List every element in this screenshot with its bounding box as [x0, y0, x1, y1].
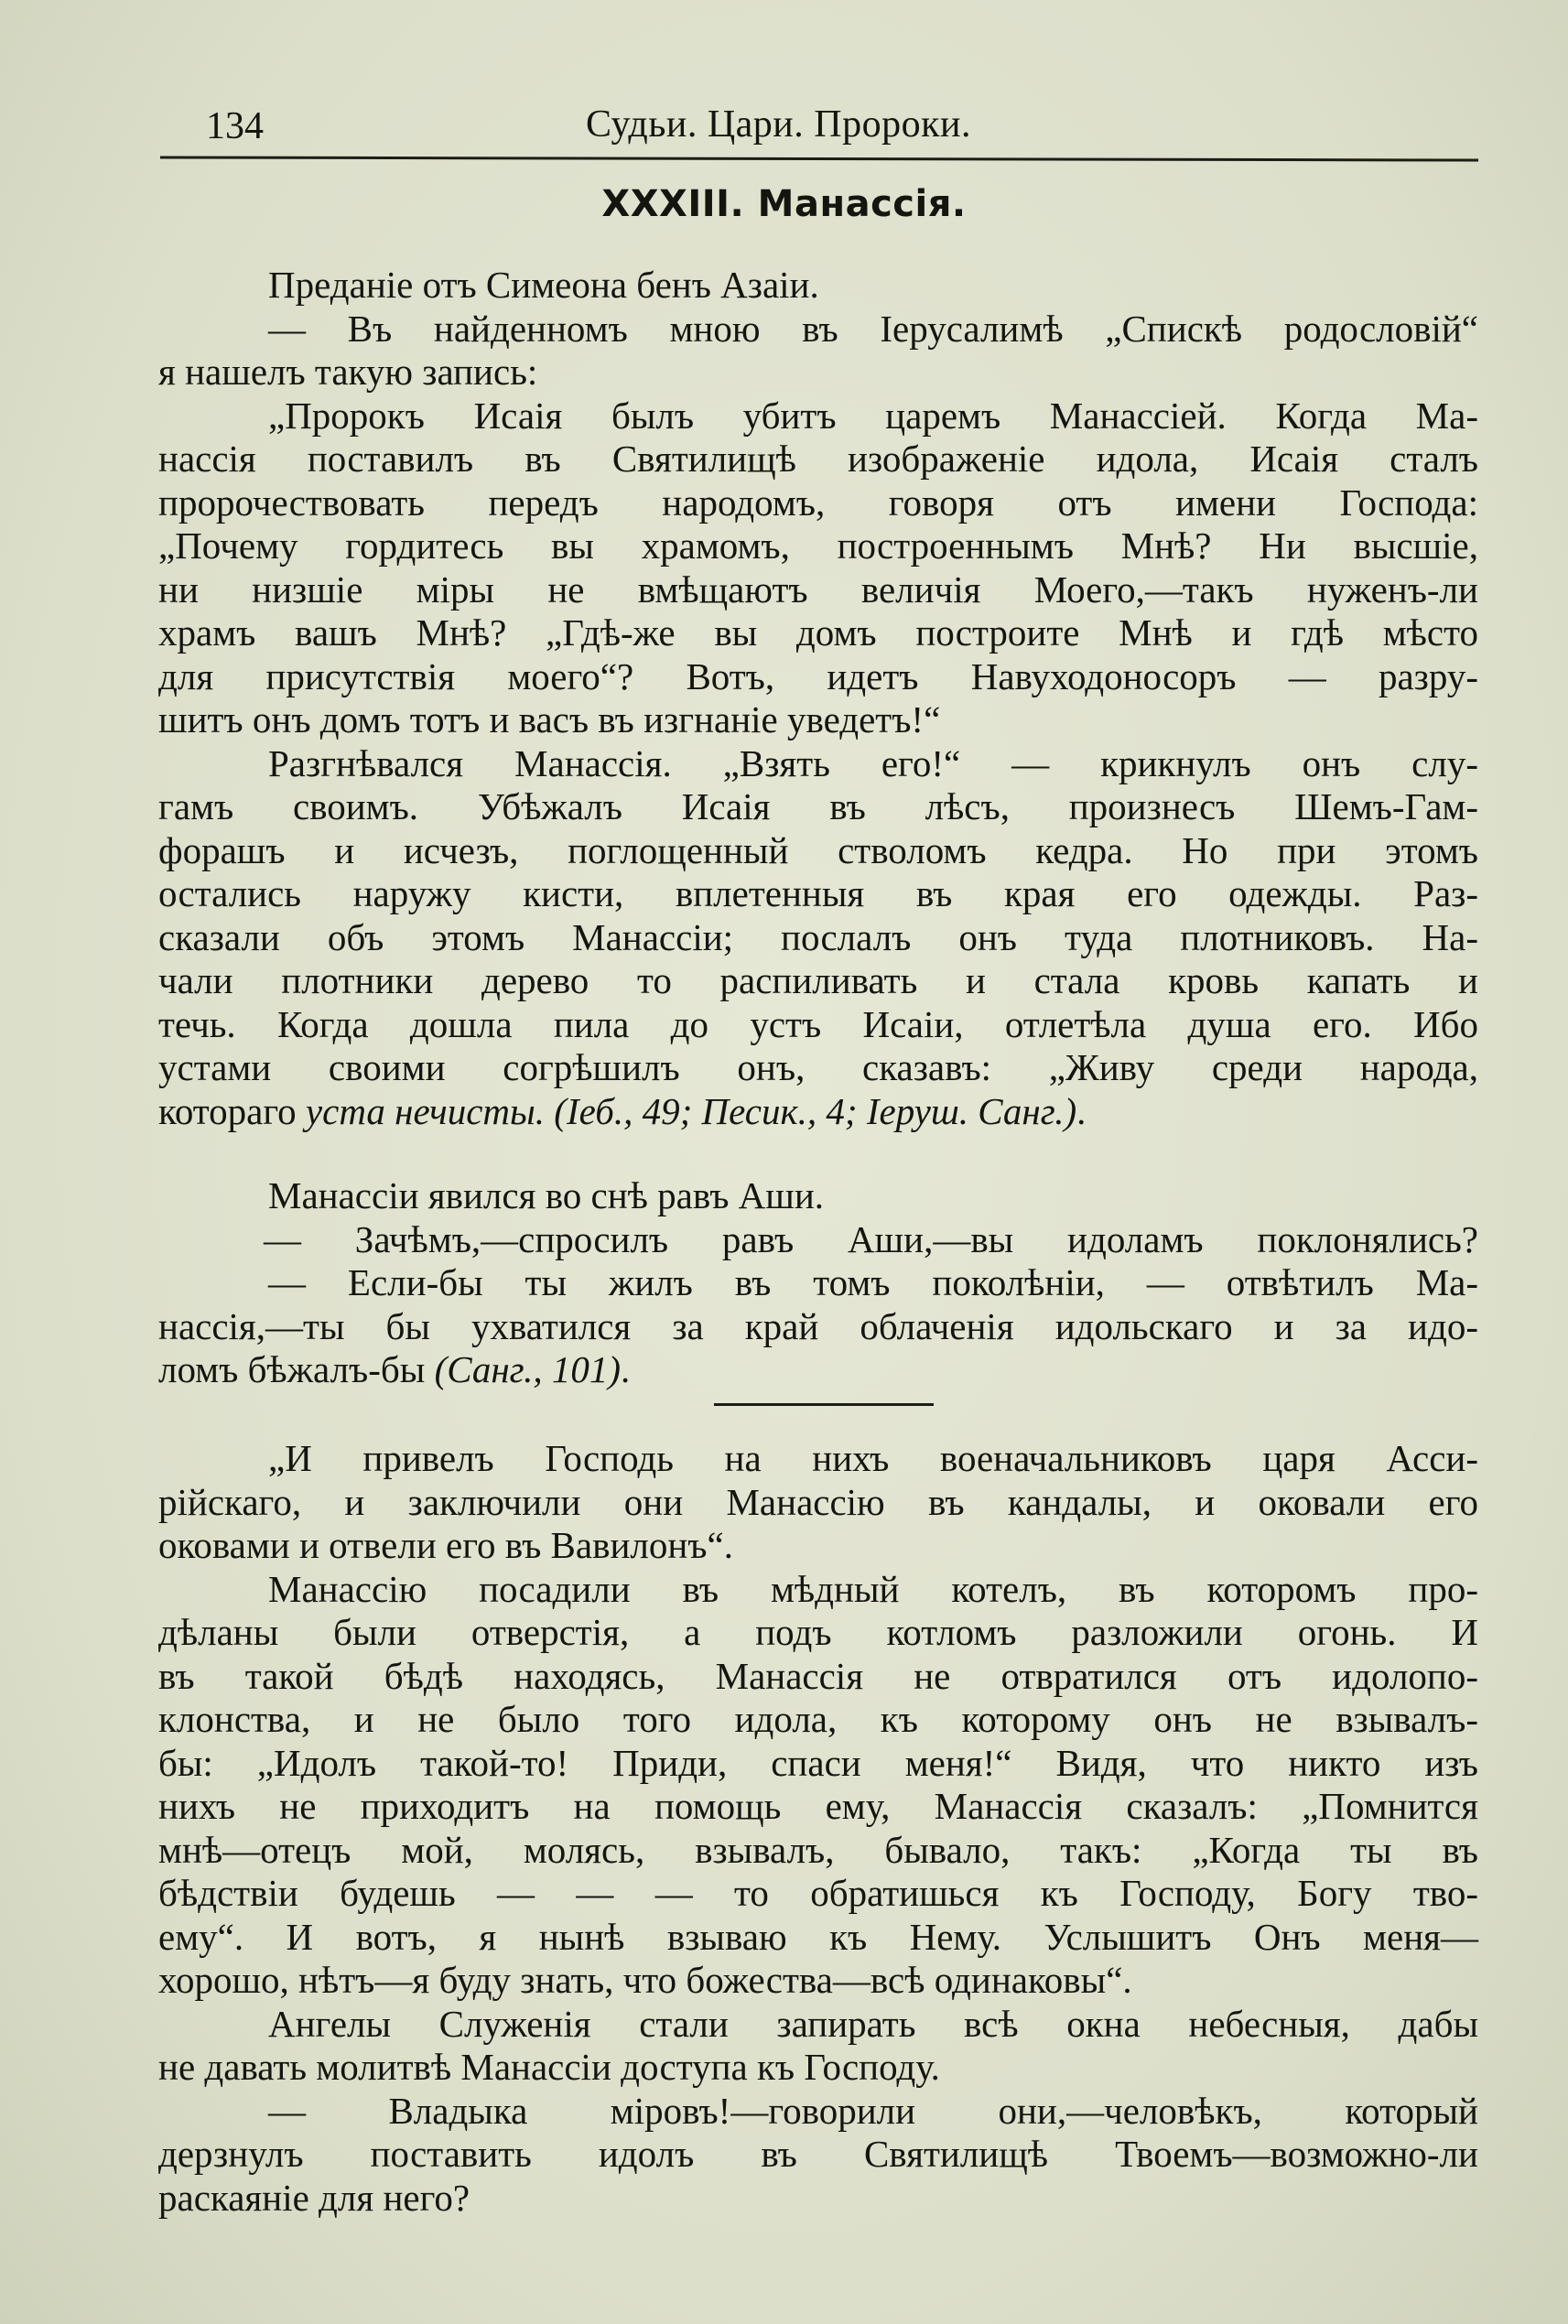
text-line: течь. Когда дошла пила до устъ Исаіи, отлетѣла душа его. Ибо [158, 1002, 1478, 1045]
text-line: бы: „Идолъ такой-то! Приди, спаси меня!“ Видя, что никто изъ [158, 1741, 1478, 1784]
text-line: — Если-бы ты жилъ въ томъ поколѣніи, — отвѣтилъ Ма- [268, 1261, 1478, 1303]
text-line: сказали объ этомъ Манассіи; послалъ онъ туда плотниковъ. На- [158, 915, 1478, 958]
text-line: — Зачѣмъ,—спросилъ равъ Аши,—вы идоламъ поклонялись? [264, 1217, 1478, 1260]
text-line: Манассіи явился во снѣ равъ Аши. [268, 1174, 825, 1216]
text-line: дѣланы были отверстія, а подъ котломъ разложили огонь. И [158, 1611, 1478, 1653]
text-line: я нашелъ такую запись: [158, 351, 538, 393]
section-1 [158, 264, 1478, 1133]
text-line: въ такой бѣдѣ находясь, Манассія не отвратился отъ идолопо- [158, 1654, 1478, 1697]
text-line: — Въ найденномъ мною въ Іерусалимѣ „Спискѣ родословій“ [268, 307, 1478, 350]
text-line: „Пророкъ Исаія былъ убитъ царемъ Манассіей. Когда Ма- [268, 394, 1478, 437]
text-line: ему“. И вотъ, я нынѣ взываю къ Нему. Услышитъ Онъ меня— [158, 1915, 1478, 1958]
text-line: чали плотники дерево то распиливать и стала кровь капать и [158, 959, 1478, 1001]
header-rule [160, 156, 1478, 161]
citation: (Санг., 101) [434, 1348, 622, 1390]
text-line: пророчествовать передъ народомъ, говоря отъ имени Господа: [158, 481, 1478, 524]
text-line: мнѣ—отецъ мой, молясь, взывалъ, бывало, такъ: „Когда ты въ [158, 1828, 1478, 1871]
text-line: рійскаго, и заключили они Манассію въ кандалы, и оковали его [158, 1480, 1478, 1523]
text-line [158, 1090, 1478, 1134]
text-line: нассія,—ты бы ухватился за край облаченія идольскаго и за идо- [158, 1304, 1478, 1347]
section-2 [158, 1174, 1478, 1392]
page-header [206, 99, 1478, 156]
section-separator [714, 1403, 934, 1406]
text-segment: . [1076, 1089, 1087, 1132]
text-line: Преданіе отъ Симеона бенъ Азаіи. [268, 264, 819, 306]
text-line: нихъ не приходитъ на помощь ему, Манассія сказалъ: „Помнится [158, 1785, 1478, 1827]
text-line: не давать молитвѣ Манассіи доступа къ Господу. [158, 2046, 940, 2088]
text-segment: котораго [158, 1089, 306, 1132]
page-number: 134 [206, 105, 264, 147]
text-line: храмъ вашъ Мнѣ? „Гдѣ-же вы домъ построите Мнѣ и гдѣ мѣсто [158, 611, 1478, 654]
text-line: Ангелы Служенія стали запирать всѣ окна небесныя, дабы [268, 2002, 1478, 2045]
chapter-title: XXXIII. Манассія. [601, 183, 967, 225]
text-line: гамъ своимъ. Убѣжалъ Исаія въ лѣсъ, произнесъ Шемъ-Гам- [158, 785, 1478, 827]
text-line: Разгнѣвался Манассія. „Взять его!“ — крикнулъ онъ слу- [268, 741, 1478, 784]
text-line: хорошо, нѣтъ—я буду знать, что божества—всѣ одинаковы“. [158, 1959, 1132, 2001]
text-line: бѣдствіи будешь — — — то обратишься къ Господу, Богу тво- [158, 1872, 1478, 1914]
text-line: раскаяніе для него? [158, 2176, 470, 2219]
text-line: ни низшіе міры не вмѣщаютъ величія Моего,—такъ нуженъ-ли [158, 567, 1478, 611]
text-line: — Владыка міровъ!—говорили они,—человѣкъ, который [268, 2089, 1478, 2132]
section-3 [158, 1437, 1478, 2220]
text-line: клонства, и не было того идола, къ которому онъ не взывалъ- [158, 1698, 1478, 1740]
text-line: шитъ онъ домъ тотъ и васъ въ изгнаніе уведетъ!“ [158, 698, 941, 740]
text-line [158, 1348, 1478, 1392]
text-line: Манассію посадили въ мѣдный котелъ, въ которомъ про- [268, 1567, 1478, 1610]
running-title: Судьи. Цари. Пророки. [586, 103, 971, 146]
text-line: остались наружу кисти, вплетенныя въ края его одежды. Раз- [158, 872, 1478, 914]
citation: уста нечисты. (Іеб., 49; Песик., 4; Іеруш. Санг.) [305, 1089, 1077, 1132]
text-line: нассія поставилъ въ Святилищѣ изображеніе идола, Исаія сталъ [158, 438, 1478, 480]
text-segment: . [621, 1348, 631, 1390]
text-line: „Почему гордитесь вы храмомъ, построеннымъ Мнѣ? Ни высшіе, [158, 524, 1478, 567]
text-line: оковами и отвели его въ Вавилонъ“. [158, 1524, 733, 1566]
text-line: форашъ и исчезъ, поглощенный стволомъ кедра. Но при этомъ [158, 828, 1478, 871]
text-segment: ломъ бѣжалъ-бы [158, 1348, 435, 1390]
text-line: для присутствія моего“? Вотъ, идетъ Навуходоносоръ — разру- [158, 654, 1478, 697]
text-line: дерзнулъ поставить идолъ въ Святилищѣ Твоемъ—возможно-ли [158, 2133, 1478, 2175]
text-line: устами своими согрѣшилъ онъ, сказавъ: „Живу среди народа, [158, 1046, 1478, 1088]
text-line: „И привелъ Господь на нихъ военачальниковъ царя Асси- [268, 1437, 1478, 1479]
